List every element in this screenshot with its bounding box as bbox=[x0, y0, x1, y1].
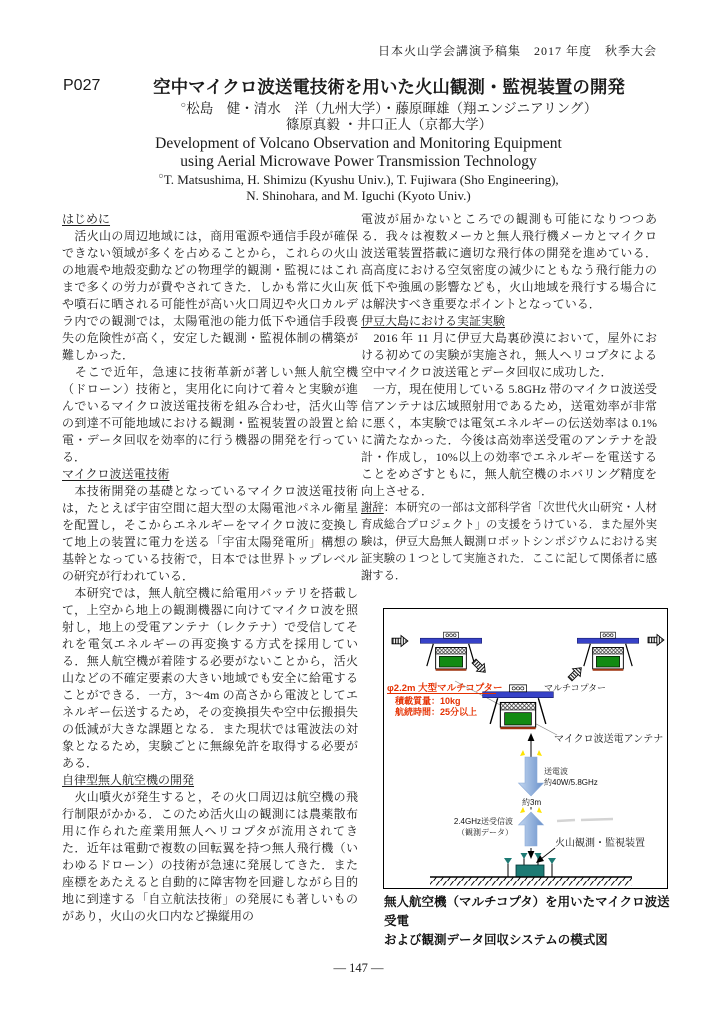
figure-caption bbox=[384, 893, 676, 950]
observation-device bbox=[516, 865, 544, 877]
glint-icon bbox=[537, 750, 542, 756]
tx-antenna-label: マイクロ波送電アンテナ bbox=[554, 734, 664, 745]
paper-title-en-line1: Development of Volcano Observation and Monitoring Equipment bbox=[155, 135, 562, 152]
power-wave-label-2: 約40W/5.8GHz bbox=[544, 778, 598, 787]
device-leader-line bbox=[541, 848, 555, 859]
power-wave-label-1: 送電波 bbox=[544, 767, 568, 776]
authors-en-line1 bbox=[0, 172, 717, 188]
multicopter-label: マルチコプター bbox=[544, 683, 607, 693]
acknowledgment-label: 謝辞 bbox=[361, 502, 384, 514]
flight-out-arrow-icon bbox=[648, 635, 664, 646]
data-wave-label-2: （観測データ） bbox=[457, 828, 513, 837]
antenna-icon bbox=[521, 853, 528, 859]
paragraph-uav-2: 電波が届かないところでの観測も可能になりつつある．我々は複数メーカと無人飛行機メーカとマイクロ波送電装置搭載に適切な飛行体の開発を進めている．高高度における空気密度の減少にともなう飛行能力の低下や強風の影響なども，火山地域を飛行する場合には解決すべき重要なポイントとなっている． bbox=[361, 212, 657, 311]
copter-spec-endurance: 航続時間：25分以上 bbox=[395, 707, 478, 717]
power-wave-down-arrow bbox=[519, 757, 544, 796]
acknowledgment-text: ：本研究の一部は文部科学省「次世代火山研究・人材育成総合プロジェクト」の支援をうけている．また屋外実験は，伊豆大島無人観測ロボットシンポジウムにおける実証実験の１つとして実施された．ここに記して関係者に感謝する． bbox=[361, 502, 657, 582]
glint-icon bbox=[520, 750, 525, 756]
paragraph-intro-1: 活火山の周辺地域には，商用電源や通信手段が確保できない領域が多くを占めることから，これらの火山の地震や地殻変動などの物理学的観測・監視にはこれまで多くの労力が費やされてきた．しかも常に火山灰や噴石に晒される可能性が高い火口周辺や火口カルデラ内での観測では，太陽電池の能力低下や通信手段喪失の危険性が高く，安定した観測・監視体制の構築が難しかった． bbox=[62, 229, 358, 362]
erased-text-mark bbox=[557, 820, 575, 821]
paper-title-ja: 空中マイクロ波送電技術を用いた火山観測・監視装置の開発 bbox=[153, 77, 625, 97]
ground-hatch bbox=[430, 878, 632, 886]
presenter-mark: ○ bbox=[180, 99, 187, 110]
paragraph-uav-1: 火山噴火が発生すると，その火口周辺は航空機の飛行制限がかかる．このため活火山の観測には農薬散布用に作られた産業用無人ヘリコプタが流用されてきた．近年は電動で複数の回転翼を持つ無人飛行機（いわゆるドローン）の技術が急速に発展してきた．また座標をあたえると自動的に障害物を回避しながら目的地に到達する「自立航法技術」の発展にも著しいものがあり，火山の火口内など操縦用の bbox=[62, 790, 358, 923]
ascent-arrow-icon bbox=[566, 664, 585, 683]
heading-izu-oshima-experiment: 伊豆大島における実証実験 bbox=[361, 314, 506, 328]
figure-caption-line1: 無人航空機（マルチコプタ）を用いたマイクロ波送受電 bbox=[384, 895, 670, 928]
paper-title-en-line2: using Aerial Microwave Power Transmission Technology bbox=[180, 153, 537, 170]
antenna-icon bbox=[548, 858, 556, 864]
flight-in-arrow-icon bbox=[392, 636, 408, 647]
proceedings-header: 日本火山学会講演予稿集 2017 年度 秋季大会 bbox=[377, 44, 657, 58]
downlink-thin-arrowhead bbox=[528, 851, 535, 859]
paragraph-experiment-1: 2016 年 11 月に伊豆大島裏砂漠において，屋外における初めての実験が実施され，無人ヘリコプタによる空中マイクロ波送電とデータ回収に成功した． bbox=[361, 331, 657, 379]
heading-autonomous-uav: 自律型無人航空機の開発 bbox=[62, 773, 195, 787]
authors-en-line2: N. Shinohara, and M. Iguchi (Kyoto Univ.) bbox=[246, 188, 471, 203]
paper-id: P027 bbox=[63, 77, 101, 94]
authors-ja-1-text: 松島 健・清水 洋（九州大学）・藤原暉雄（翔エンジニアリング） bbox=[186, 101, 598, 116]
data-wave-label-1: 2.4GHz送受信波 bbox=[453, 817, 513, 826]
page-number: — 147 — bbox=[333, 961, 384, 975]
paragraph-microwave-1: 本技術開発の基礎となっているマイクロ波送電技術は，たとえば宇宙空間に超大型の太陽電池パネル衛星を配置し，そこからエネルギーをマイクロ波に変換して地上の装置に電力を送る「宇宙太陽発電所」構想の基幹となっている技術で，日本では世界トップレベルの研究が行われている． bbox=[62, 484, 358, 583]
drone-icon-right bbox=[577, 632, 638, 671]
presenter-mark-en: ○ bbox=[158, 170, 164, 181]
paragraph-experiment-2: 一方，現在使用している 5.8GHz 帯のマイクロ波送受信アンテナは広域照射用であるため，送電効率が非常に悪く，本実験では電気エネルギーの伝送効率は 0.1%に満たなかった．今後は高効率送受電のアンテナを設計・作成し，10%以上の効率でエネルギーを電送することをめざすともに，無人航空機のホバリング精度を向上させる． bbox=[361, 382, 657, 498]
drone-icon-left bbox=[420, 632, 481, 671]
figure-caption-line2: および観測データ回収システムの模式図 bbox=[384, 933, 608, 947]
heading-microwave-transmission: マイクロ波送電技術 bbox=[62, 467, 170, 481]
glint-icon bbox=[520, 807, 525, 813]
figure-schematic bbox=[383, 608, 668, 889]
right-column bbox=[361, 211, 657, 585]
copter-spec-payload: 積載質量：10kg bbox=[395, 696, 461, 706]
device-label: 火山観測・監視装置 bbox=[555, 838, 645, 849]
heading-introduction: はじめに bbox=[62, 212, 111, 226]
height-label: 約3m bbox=[522, 798, 542, 807]
antenna-icon bbox=[504, 858, 512, 864]
acknowledgment bbox=[361, 500, 657, 585]
erased-text-mark bbox=[581, 819, 613, 820]
copter-spec-title: φ2.2m 大型マルチコプター bbox=[387, 683, 503, 694]
paragraph-microwave-2: 本研究では，無人航空機に給電用バッテリを搭載して，上空から地上の観測機器に向けてマイクロ波を照射し，地上の受電アンテナ（レクテナ）で受信してそれを電気エネルギーの再変換する方式を採用している．無人航空機が着陸する必要がないことから，活火山などの不確定要素の大きい地域でも安全に給電することができる．一方，3〜4m の高さから電波としてエネルギー伝送するため，その変換損失や空中伝搬損失の低減が大きな課題となる．また現状では電波法の対象となるため，実験ごとに無線免許を取得する必要がある． bbox=[62, 586, 358, 770]
paragraph-intro-2: そこで近年，急速に技術革新が著しい無人航空機（ドローン）技術と，実用化に向けて着々と実験が進んでいるマイクロ波送電技術を組み合わせ，活火山等の到達不可能地域における観測・監視装置の設置と給電・データ回収を効率的に行う機器の開発を行っている． bbox=[62, 365, 358, 464]
left-column bbox=[62, 211, 358, 925]
authors-en-1-text: T. Matsushima, H. Shimizu (Kyushu Univ.), T. Fujiwara (Sho Engineering), bbox=[163, 172, 559, 187]
uplink-thin-arrowhead bbox=[528, 733, 535, 741]
schematic-svg bbox=[384, 609, 667, 888]
data-wave-up-arrow bbox=[519, 812, 544, 846]
authors-ja-line2: 篠原真毅 ・井口正人（京都大学） bbox=[285, 117, 493, 132]
glint-icon bbox=[537, 807, 542, 813]
